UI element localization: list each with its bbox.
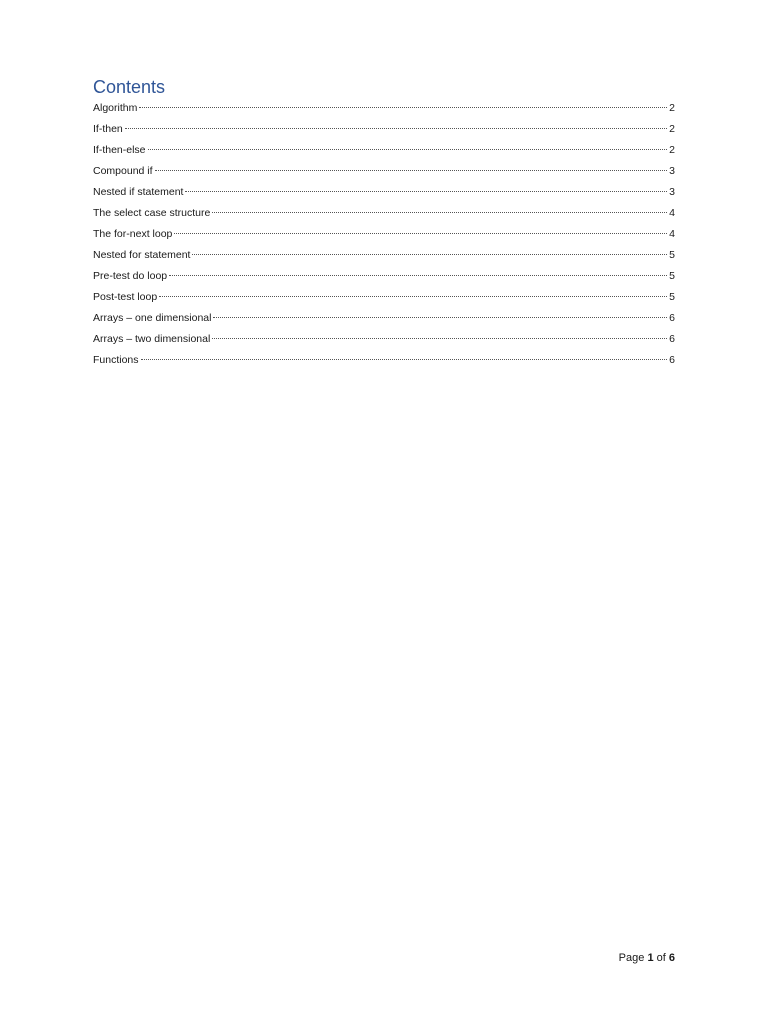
- toc-entry[interactable]: [93, 266, 675, 287]
- toc-entry-label: Arrays – two dimensional: [93, 333, 211, 345]
- toc-entry-page: 6: [669, 354, 675, 366]
- toc-entry-page: 3: [669, 186, 675, 198]
- toc-entry[interactable]: [93, 350, 675, 371]
- footer-current-page: 1: [647, 952, 654, 964]
- toc-entry-label: Algorithm: [93, 102, 138, 114]
- toc-entry[interactable]: [93, 308, 675, 329]
- toc-entry[interactable]: [93, 203, 675, 224]
- toc-entry-page: 6: [669, 312, 675, 324]
- toc-dot-leader: [213, 317, 667, 318]
- toc-entry-label: The for-next loop: [93, 228, 173, 240]
- toc-entry[interactable]: [93, 329, 675, 350]
- footer-of-word: of: [656, 952, 666, 964]
- toc-entry-page: 6: [669, 333, 675, 345]
- toc-dot-leader: [212, 338, 667, 339]
- toc-dot-leader: [159, 296, 667, 297]
- toc-entry[interactable]: [93, 98, 675, 119]
- toc-entry[interactable]: [93, 140, 675, 161]
- toc-entry-page: 4: [669, 228, 675, 240]
- toc-dot-leader: [174, 233, 667, 234]
- toc-entry-page: 5: [669, 291, 675, 303]
- toc-dot-leader: [192, 254, 667, 255]
- toc-dot-leader: [139, 107, 667, 108]
- toc-entry-page: 5: [669, 270, 675, 282]
- toc-entry[interactable]: [93, 245, 675, 266]
- toc-entry-page: 5: [669, 249, 675, 261]
- toc-entry-label: If-then-else: [93, 144, 146, 156]
- toc-entry-label: If-then: [93, 123, 123, 135]
- toc-dot-leader: [141, 359, 668, 360]
- toc-entry-label: Nested for statement: [93, 249, 191, 261]
- toc-dot-leader: [148, 149, 668, 150]
- toc-entry[interactable]: [93, 182, 675, 203]
- toc-entry[interactable]: [93, 161, 675, 182]
- toc-dot-leader: [125, 128, 667, 129]
- page-footer: [619, 950, 675, 966]
- toc-entry-page: 3: [669, 165, 675, 177]
- toc-dot-leader: [212, 212, 667, 213]
- toc-entry[interactable]: [93, 287, 675, 308]
- toc-entry-page: 2: [669, 102, 675, 114]
- toc-entry-page: 4: [669, 207, 675, 219]
- toc-entry-label: Functions: [93, 354, 139, 366]
- toc-entry-label: Nested if statement: [93, 186, 184, 198]
- footer-total-pages: 6: [668, 952, 675, 964]
- toc-entry-page: 2: [669, 123, 675, 135]
- toc-entry-label: Arrays – one dimensional: [93, 312, 212, 324]
- toc-dot-leader: [185, 191, 667, 192]
- toc-dot-leader: [155, 170, 668, 171]
- toc-heading: Contents: [93, 77, 166, 97]
- toc-dot-leader: [169, 275, 667, 276]
- toc-entry-label: Post-test loop: [93, 291, 158, 303]
- toc-entry-label: The select case structure: [93, 207, 211, 219]
- footer-page-word: Page: [618, 952, 645, 964]
- toc-entry-page: 2: [669, 144, 675, 156]
- toc-entry[interactable]: [93, 119, 675, 140]
- toc-entry-label: Pre-test do loop: [93, 270, 168, 282]
- toc-entry-label: Compound if: [93, 165, 153, 177]
- table-of-contents: [93, 98, 675, 371]
- toc-entry[interactable]: [93, 224, 675, 245]
